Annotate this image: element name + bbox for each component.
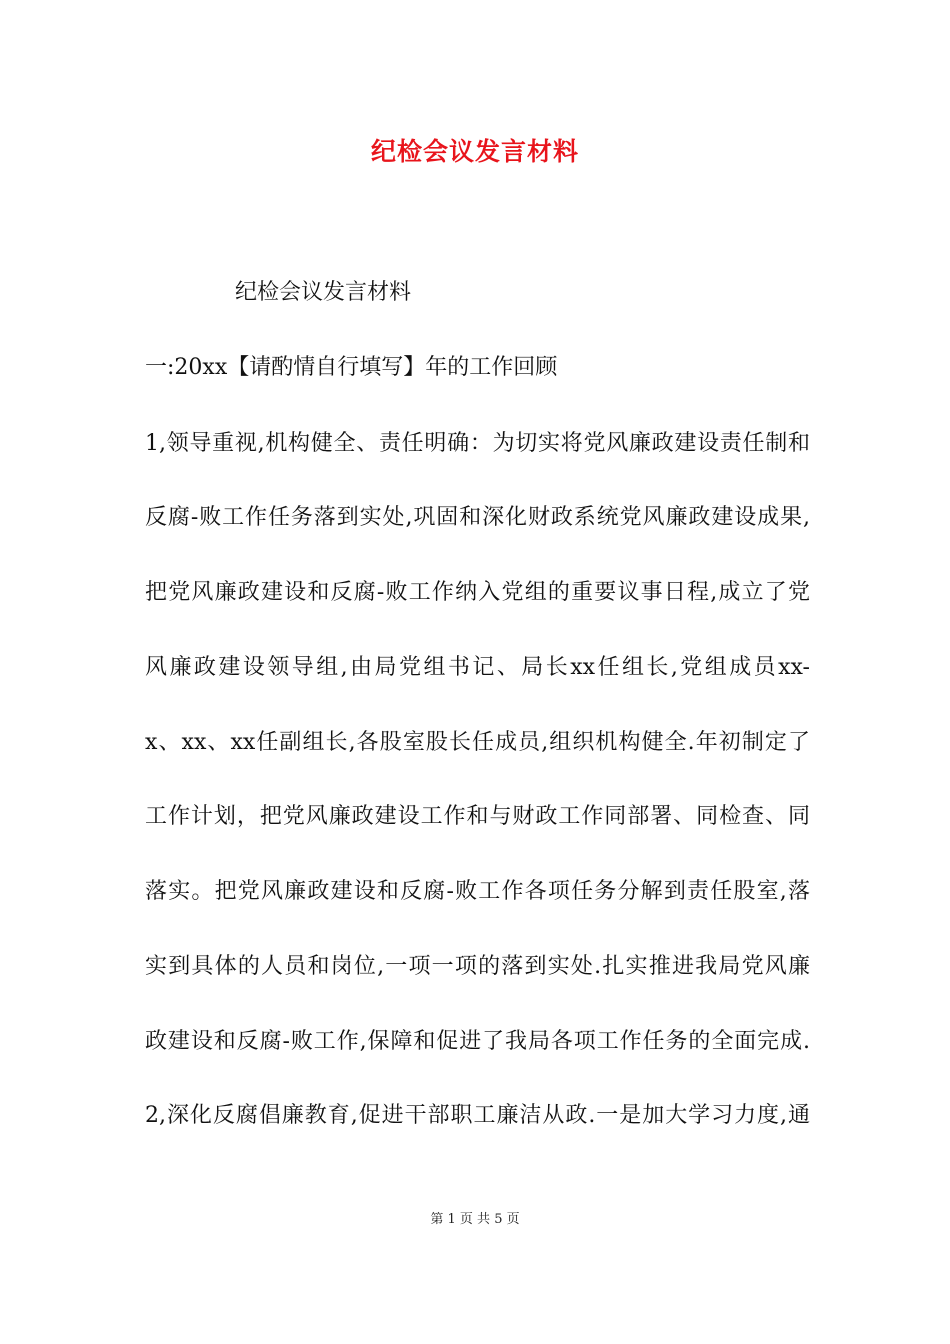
section-heading: 一:20xx【请酌情自行填写】年的工作回顾 [145,355,558,380]
paragraph-line: 风廉政建设领导组,由局党组书记、局长xx任组长,党组成员xx- [145,655,810,680]
paragraph-line: 政建设和反腐-败工作,保障和促进了我局各项工作任务的全面完成. [145,1029,810,1054]
paragraph-line: 落实。把党风廉政建设和反腐-败工作各项任务分解到责任股室,落 [145,879,810,904]
paragraph-line: 工作计划，把党风廉政建设工作和与财政工作同部署、同检查、同 [145,804,810,829]
paragraph-line: 1,领导重视,机构健全、责任明确：为切实将党风廉政建设责任制和 [145,431,810,456]
paragraph-line: 实到具体的人员和岗位,一项一项的落到实处.扎实推进我局党风廉 [145,954,810,979]
paragraph-line: 把党风廉政建设和反腐-败工作纳入党组的重要议事日程,成立了党 [145,580,810,605]
paragraph-line: 反腐-败工作任务落到实处,巩固和深化财政系统党风廉政建设成果, [145,505,810,530]
document-subtitle: 纪检会议发言材料 [235,280,412,305]
paragraph-line: x、xx、xx任副组长,各股室股长任成员,组织机构健全.年初制定了 [145,730,810,755]
paragraph-line: 2,深化反腐倡廉教育,促进干部职工廉洁从政.一是加大学习力度,通 [145,1103,810,1128]
page-number-footer: 第 1 页 共 5 页 [430,1212,520,1227]
document-title: 纪检会议发言材料 [370,137,579,166]
